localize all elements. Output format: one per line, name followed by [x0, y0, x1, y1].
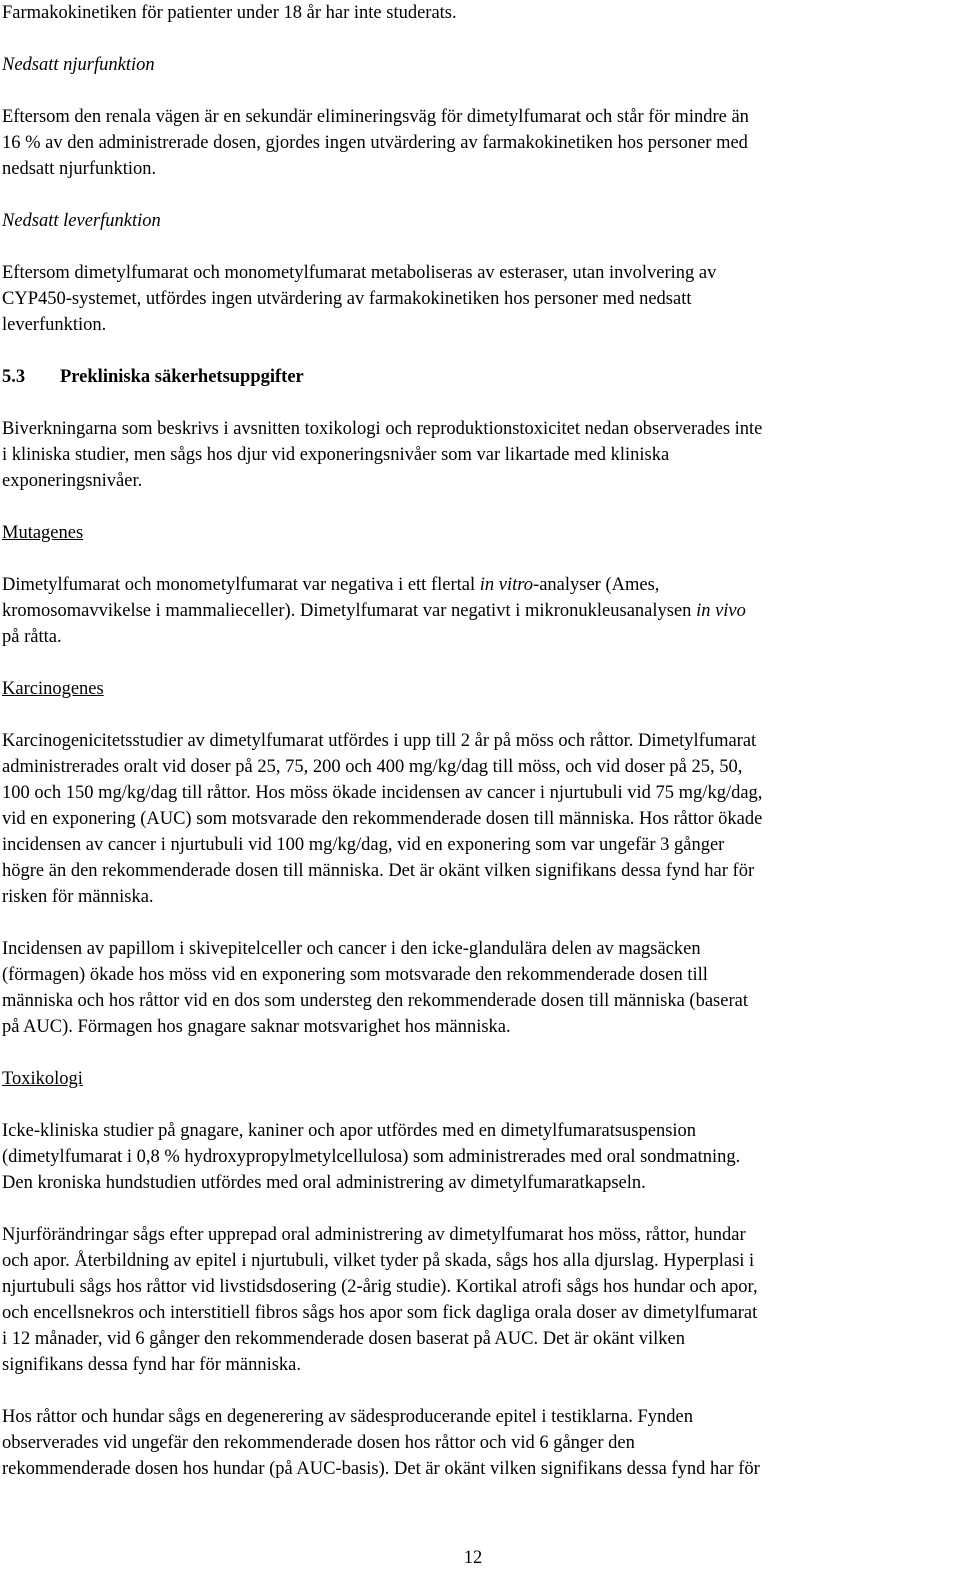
- page-number: 12: [463, 1548, 483, 1568]
- karcinogenes-heading: Karcinogenes: [2, 679, 104, 699]
- toxikologi-paragraph-1: Icke-kliniska studier på gnagare, kaniner och apor utfördes med en dimetylfumaratsuspension (dimetylfumarat i 0,8 % hydroxypropylmetylcellulosa) som administrerades med oral sondmatning. Den kroniska hundstudien utfördes med oral administrering av dimetylfumaratkapseln.: [2, 1121, 741, 1193]
- hepatic-paragraph: Eftersom dimetylfumarat och monometylfumarat metaboliseras av esteraser, utan involvering av CYP450-systemet, utfördes ingen utvärdering av farmakokinetiken hos personer med nedsatt leverfunktion.: [2, 263, 717, 335]
- section-title: Prekliniska säkerhetsuppgifter: [60, 367, 304, 387]
- renal-heading: Nedsatt njurfunktion: [2, 55, 155, 75]
- renal-paragraph: Eftersom den renala vägen är en sekundär elimineringsväg för dimetylfumarat och står för mindre än 16 % av den administrerade dosen, gjordes ingen utvärdering av farmakokinetiken hos personer med nedsatt njurfunktion.: [2, 107, 749, 179]
- karcinogenes-paragraph-1: Karcinogenicitetsstudier av dimetylfumarat utfördes i upp till 2 år på möss och råttor. Dimetylfumarat administrerades oralt vid doser på 25, 75, 200 och 400 mg/kg/dag till möss, och vid doser på 25, 50, 100 och 150 mg/kg/dag till råttor. Hos möss ökade incidensen av cancer i njurtubuli vid 75 mg/kg/dag, vid en exponering (AUC) som motsvarade den rekommenderade dosen till människa. Hos råttor ökade incidensen av cancer i njurtubuli vid 100 mg/kg/dag, vid en exponering som var ungefär 3 gånger högre än den rekommenderade dosen till människa. Det är okänt vilken signifikans dessa fynd har för risken för människa.: [2, 731, 763, 907]
- section-heading: [2, 364, 954, 390]
- toxikologi-heading: Toxikologi: [2, 1069, 83, 1089]
- toxikologi-paragraph-3: Hos råttor och hundar sågs en degenerering av sädesproducerande epitel i testiklarna. Fynden observerades vid ungefär den rekommenderade dosen hos råttor och vid 6 gånger den rekommenderade dosen hos hundar (på AUC-basis). Det är okänt vilken signifikans dessa fynd har för: [2, 1407, 760, 1479]
- section-number: 5.3: [2, 367, 26, 387]
- intro-line: Farmakokinetiken för patienter under 18 år har inte studerats.: [2, 3, 457, 23]
- mutagenes-paragraph: Dimetylfumarat och monometylfumarat var negativa i ett flertal in vitro-analyser (Ames, kromosomavvikelse i mammalieceller). Dimetylfumarat var negativt i mikronukleusanalysen in vivo på råtta.: [2, 575, 746, 647]
- document-page: [2, 0, 954, 1482]
- mutagenes-heading: Mutagenes: [2, 523, 84, 543]
- karcinogenes-paragraph-2: Incidensen av papillom i skivepitelceller och cancer i den icke-glandulära delen av magsäcken (förmagen) ökade hos möss vid en exponering som motsvarade den rekommenderade dosen till människa och hos råttor vid en dos som understeg den rekommenderade dosen till människa (baserat på AUC). Förmagen hos gnagare saknar motsvarighet hos människa.: [2, 939, 748, 1037]
- section-paragraph: Biverkningarna som beskrivs i avsnitten toxikologi och reproduktionstoxicitet nedan observerades inte i kliniska studier, men sågs hos djur vid exponeringsnivåer som var likartade med kliniska exponeringsnivåer.: [2, 419, 763, 491]
- toxikologi-paragraph-2: Njurförändringar sågs efter upprepad oral administrering av dimetylfumarat hos möss, råttor, hundar och apor. Återbildning av epitel i njurtubuli, vilket tyder på skada, sågs hos alla djurslag. Hyperplasi i njurtubuli sågs hos råttor vid livstidsdosering (2-årig studie). Kortikal atrofi sågs hos hundar och apor, och encellsnekros och interstitiell fibros sågs hos apor som fick dagliga orala doser av dimetylfumarat i 12 månader, vid 6 gånger den rekommenderade dosen baserat på AUC. Det är okänt vilken signifikans dessa fynd har för människa.: [2, 1225, 758, 1375]
- hepatic-heading: Nedsatt leverfunktion: [2, 211, 161, 231]
